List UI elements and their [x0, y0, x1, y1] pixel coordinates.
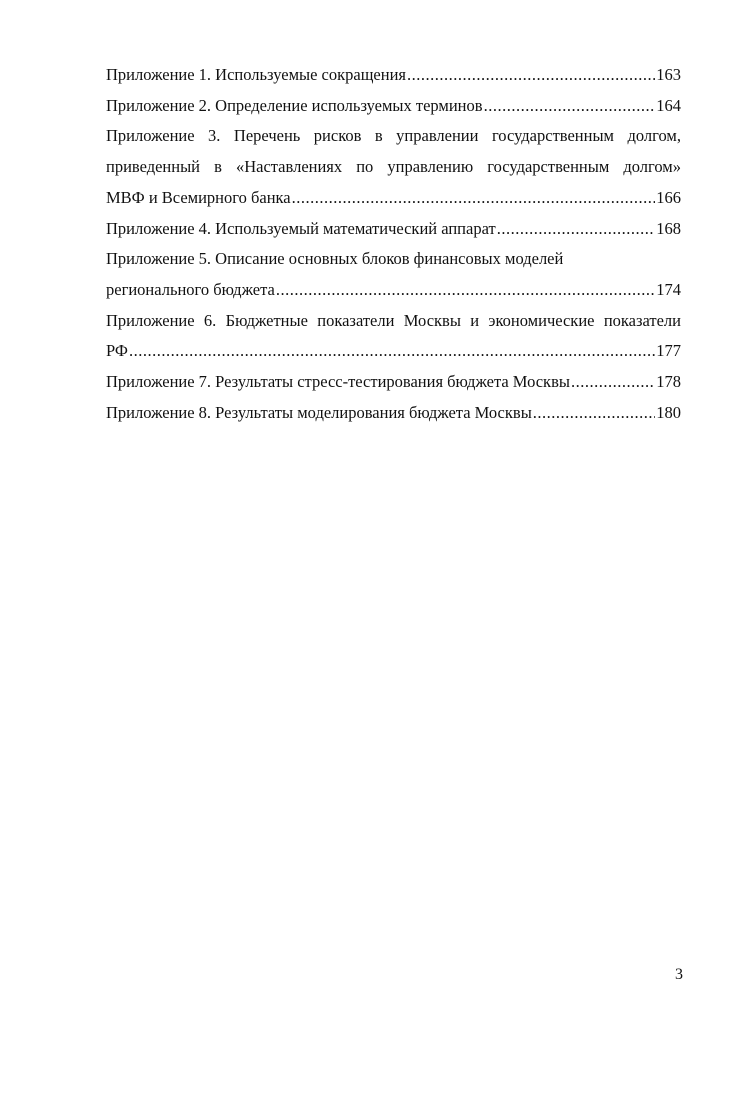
dot-leader: [484, 91, 656, 122]
toc-line: [106, 398, 681, 429]
page-number: 3: [675, 966, 683, 983]
toc-page-number: 168: [656, 218, 681, 238]
dot-leader: [276, 275, 655, 306]
toc-line: [106, 336, 681, 367]
toc-entry: [106, 60, 681, 91]
toc-line: приведенный в «Наставлениях по управлению государственным долгом»: [106, 157, 681, 177]
dot-leader: [292, 183, 656, 214]
toc-entry: [106, 214, 681, 245]
toc-line: [106, 183, 681, 214]
toc-entry: [106, 121, 681, 213]
toc-page-number: 166: [656, 187, 681, 207]
dot-leader: [407, 60, 655, 91]
dot-leader: [571, 367, 655, 398]
toc-line: Приложение 3. Перечень рисков в управлении государственным долгом,: [106, 126, 681, 146]
dot-leader: [129, 336, 655, 367]
toc-page-number: 174: [656, 279, 681, 299]
toc-page-number: 180: [656, 402, 681, 422]
toc-entry: [106, 244, 681, 305]
toc-entry-title: Приложение 4. Используемый математический аппарат: [106, 218, 496, 238]
toc-entry-title: Приложение 2. Определение используемых терминов: [106, 95, 483, 115]
dot-leader: [497, 214, 656, 245]
toc-entry-title: МВФ и Всемирного банка: [106, 187, 291, 207]
toc-line: [106, 367, 681, 398]
toc-entry-title: РФ: [106, 341, 128, 361]
toc-line: [106, 91, 681, 122]
dot-leader: [533, 398, 655, 429]
table-of-contents: [106, 60, 681, 428]
toc-line: Приложение 6. Бюджетные показатели Москвы и экономические показатели: [106, 310, 681, 330]
toc-entry: [106, 91, 681, 122]
toc-entry: [106, 398, 681, 429]
toc-line: [106, 60, 681, 91]
toc-entry-title: Приложение 1. Используемые сокращения: [106, 65, 406, 84]
toc-page-number: 164: [656, 95, 681, 115]
toc-page-number: 177: [656, 341, 681, 361]
toc-line: Приложение 5. Описание основных блоков финансовых моделей: [106, 249, 564, 269]
toc-page-number: 178: [656, 372, 681, 392]
toc-line: [106, 275, 681, 306]
toc-entry-title: Приложение 8. Результаты моделирования бюджета Москвы: [106, 402, 532, 422]
toc-entry: [106, 306, 681, 367]
toc-page-number: 163: [656, 65, 681, 84]
toc-line: [106, 214, 681, 245]
toc-entry: [106, 367, 681, 398]
toc-entry-title: Приложение 7. Результаты стресс-тестирования бюджета Москвы: [106, 372, 570, 392]
toc-entry-title: регионального бюджета: [106, 279, 275, 299]
